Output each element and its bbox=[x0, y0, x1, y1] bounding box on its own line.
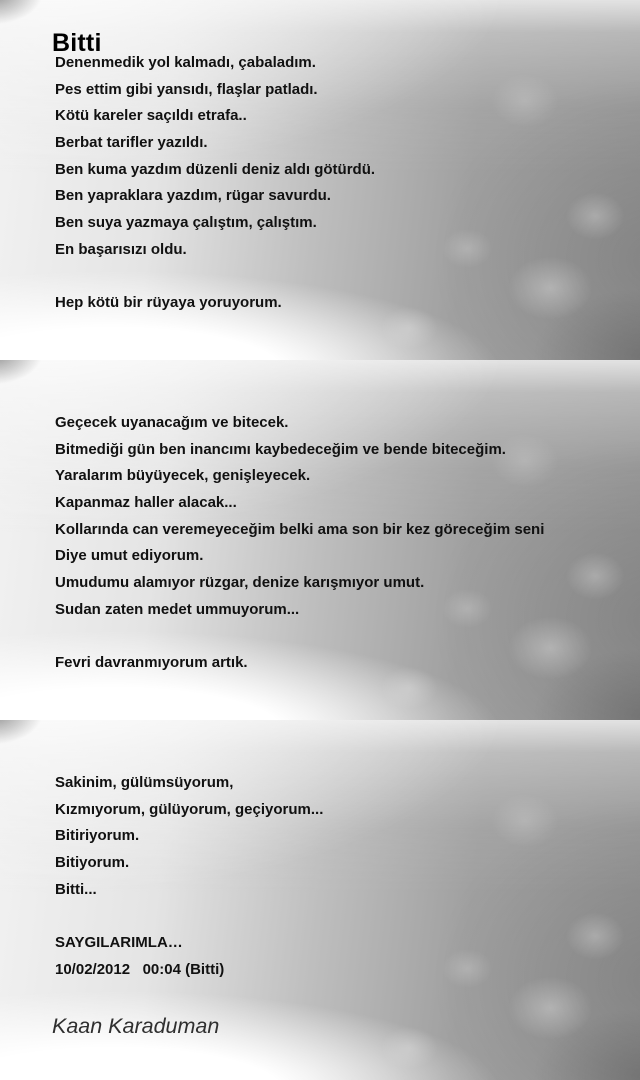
author-signature: Kaan Karaduman bbox=[52, 1014, 220, 1038]
poem-line bbox=[55, 624, 610, 651]
poem-line: Ben kuma yazdım düzenli deniz aldı götürdü. bbox=[55, 160, 376, 178]
poem-stanza-2 bbox=[55, 410, 610, 677]
poem-line: Kapanmaz haller alacak... bbox=[55, 494, 237, 512]
poem-line: Yaralarım büyüyecek, genişleyecek. bbox=[55, 467, 311, 485]
poem-line: Ben suya yazmaya çalıştım, çalıştım. bbox=[55, 214, 317, 232]
poem-line: Umudumu alamıyor rüzgar, denize karışmıyor umut. bbox=[55, 574, 425, 592]
timestamp-line: 10/02/2012 00:04 (Bitti) bbox=[55, 960, 225, 978]
poem-line: Sudan zaten medet ummuyorum... bbox=[55, 600, 300, 618]
signature-block bbox=[55, 930, 610, 983]
poem-line bbox=[55, 264, 610, 291]
poem-line: Hep kötü bir rüyaya yoruyorum. bbox=[55, 294, 282, 312]
poem-line: Kızmıyorum, gülüyorum, geçiyorum... bbox=[55, 800, 324, 818]
poem-line: Bitmediği gün ben inancımı kaybedeceğim ve bende biteceğim. bbox=[55, 440, 506, 458]
poem-line: Denenmedik yol kalmadı, çabaladım. bbox=[55, 54, 316, 71]
poem-line: Geçecek uyanacağım ve bitecek. bbox=[55, 414, 289, 431]
poem-line: Fevri davranmıyorum artık. bbox=[55, 654, 248, 672]
poem-stanza-3 bbox=[55, 770, 610, 930]
poem-stanza-1 bbox=[55, 50, 610, 317]
poem-line: Pes ettim gibi yansıdı, flaşlar patladı. bbox=[55, 80, 318, 98]
poem-line bbox=[55, 903, 610, 930]
poem-line: En başarısızı oldu. bbox=[55, 240, 187, 258]
closing-line: SAYGILARIMLA… bbox=[55, 934, 183, 951]
poem-line: Bitti... bbox=[55, 880, 97, 898]
poem-line: Berbat tarifler yazıldı. bbox=[55, 134, 208, 152]
poem-line: Sakinim, gülümsüyorum, bbox=[55, 774, 234, 791]
poem-line: Kollarında can veremeyeceğim belki ama son bir kez göreceğim seni bbox=[55, 520, 545, 538]
poem-line: Kötü kareler saçıldı etrafa.. bbox=[55, 107, 247, 125]
poem-title: Bitti bbox=[52, 28, 102, 57]
poem-line: Bitiyorum. bbox=[55, 854, 130, 872]
poem-line: Ben yapraklara yazdım, rügar savurdu. bbox=[55, 187, 331, 205]
poem-line: Bitiriyorum. bbox=[55, 827, 140, 845]
poem-line: Diye umut ediyorum. bbox=[55, 547, 204, 565]
